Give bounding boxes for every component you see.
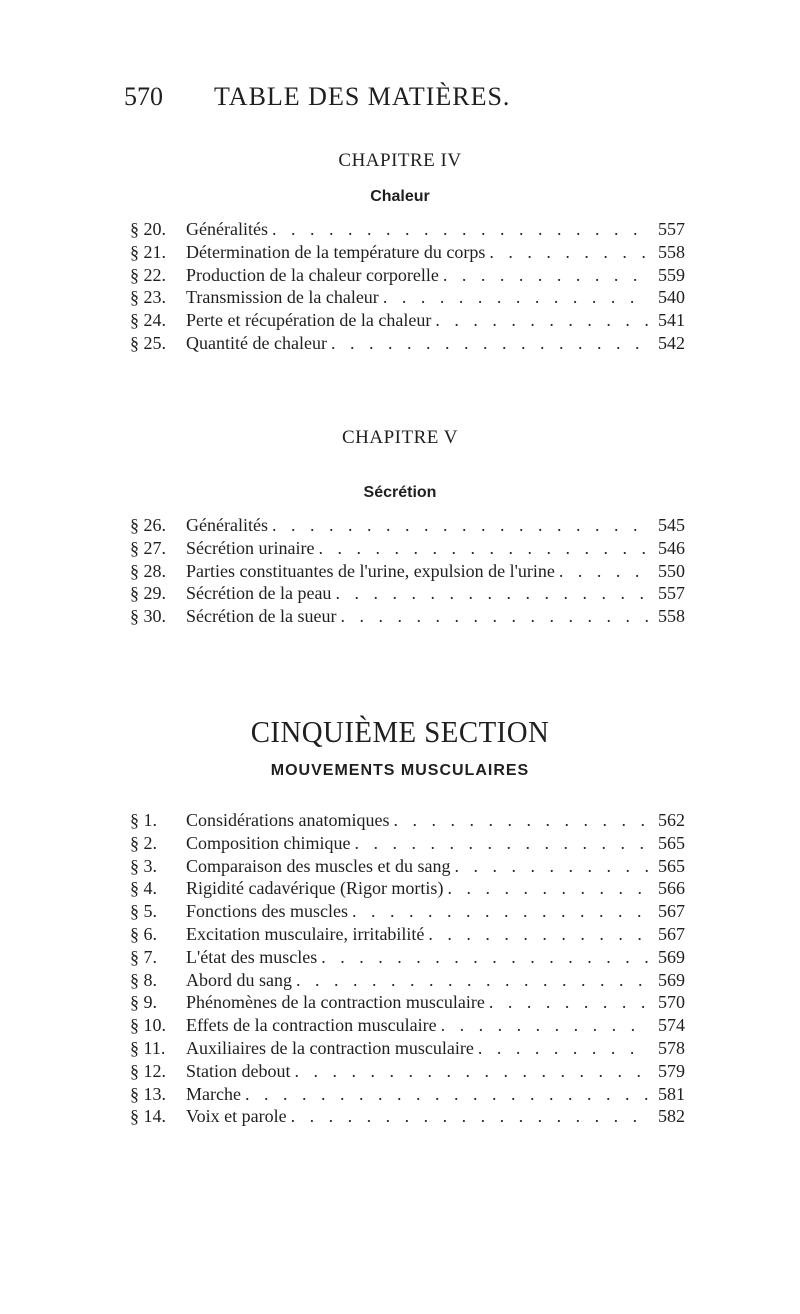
entry-title: Effets de la contraction musculaire	[186, 1015, 437, 1036]
toc-entry	[130, 605, 685, 628]
section-number: § 9.	[130, 992, 157, 1013]
page-ref: 570	[658, 992, 685, 1013]
section-number: § 25.	[130, 332, 166, 353]
dot-leader	[352, 900, 649, 923]
page-ref: 569	[658, 969, 685, 990]
dot-leader	[340, 605, 649, 628]
section-five-toc	[130, 809, 685, 1128]
dot-leader	[296, 969, 649, 992]
dot-leader	[245, 1083, 649, 1106]
section-number: § 28.	[130, 560, 166, 581]
section-number: § 12.	[130, 1060, 166, 1081]
toc-entry	[130, 877, 685, 900]
entry-title: Transmission de la chaleur	[186, 287, 379, 308]
page-ref: 558	[658, 241, 685, 262]
section-number: § 8.	[130, 969, 157, 990]
section-number: § 20.	[130, 219, 166, 239]
toc-entry	[130, 1105, 685, 1128]
page-ref: 582	[658, 1106, 685, 1127]
page-ref: 574	[658, 1015, 685, 1036]
toc-entry	[130, 514, 685, 537]
section-number: § 27.	[130, 537, 166, 558]
entry-title: Sécrétion de la peau	[186, 583, 332, 604]
dot-leader	[441, 1014, 649, 1037]
entry-title: Généralités	[186, 219, 268, 239]
page-number: 570	[124, 82, 163, 111]
toc-entry	[130, 218, 685, 241]
page-ref: 578	[658, 1037, 685, 1058]
chapter-v-label: CHAPITRE V	[341, 427, 459, 448]
section-number: § 6.	[130, 923, 157, 944]
entry-title: Composition chimique	[186, 832, 351, 853]
entry-title: Généralités	[186, 515, 268, 535]
toc-entry	[130, 1060, 685, 1083]
dot-leader	[443, 264, 649, 287]
dot-leader	[272, 218, 649, 241]
entry-title: Sécrétion de la sueur	[186, 606, 337, 627]
section-number: § 14.	[130, 1106, 166, 1127]
page-ref: 581	[658, 1083, 685, 1104]
section-number: § 11.	[130, 1037, 166, 1058]
section-number: § 29.	[130, 583, 166, 604]
dot-leader	[447, 877, 649, 900]
toc-entry	[130, 537, 685, 560]
page-ref: 541	[658, 310, 685, 331]
section-number: § 24.	[130, 310, 166, 331]
entry-title: Excitation musculaire, irritabilité	[186, 923, 425, 944]
entry-title: Sécrétion urinaire	[186, 537, 315, 558]
toc-entry	[130, 1014, 685, 1037]
chapter-iv-label: CHAPITRE IV	[338, 150, 462, 171]
entry-title: Rigidité cadavérique (Rigor mortis)	[186, 878, 444, 899]
entry-title: Voix et parole	[186, 1106, 287, 1127]
toc-entry	[130, 900, 685, 923]
chapter-v-subtitle: Sécrétion	[363, 484, 437, 501]
page-ref: 579	[658, 1060, 685, 1081]
entry-title: L'état des muscles	[186, 946, 318, 967]
dot-leader	[428, 923, 649, 946]
dot-leader	[383, 286, 649, 309]
page-ref: 557	[658, 583, 685, 604]
section-number: § 21.	[130, 241, 166, 262]
page-ref: 558	[658, 606, 685, 627]
dot-leader	[295, 1060, 650, 1083]
section-number: § 7.	[130, 946, 157, 967]
section-number: § 26.	[130, 515, 166, 535]
page-ref: 567	[658, 901, 685, 922]
section-number: § 5.	[130, 901, 157, 922]
entry-title: Détermination de la température du corps	[186, 241, 486, 262]
dot-leader	[331, 332, 649, 355]
dot-leader	[335, 582, 649, 605]
toc-entry	[130, 946, 685, 969]
section-number: § 13.	[130, 1083, 166, 1104]
page-ref: 557	[658, 219, 685, 239]
toc-entry	[130, 1083, 685, 1106]
page-ref: 569	[658, 946, 685, 967]
toc-entry	[130, 309, 685, 332]
dot-leader	[321, 946, 649, 969]
dot-leader	[272, 514, 649, 537]
entry-title: Station debout	[186, 1060, 291, 1081]
toc-entry	[130, 923, 685, 946]
toc-entry	[130, 809, 685, 832]
dot-leader	[454, 855, 649, 878]
toc-entry	[130, 264, 685, 287]
dot-leader	[489, 241, 649, 264]
entry-title: Auxiliaires de la contraction musculaire	[186, 1037, 474, 1058]
dot-leader	[435, 309, 649, 332]
page-ref: 542	[658, 332, 685, 353]
section-five-subtitle: MOUVEMENTS MUSCULAIRES	[270, 762, 530, 779]
page-ref: 559	[658, 264, 685, 285]
dot-leader	[478, 1037, 649, 1060]
toc-entry	[130, 241, 685, 264]
dot-leader	[318, 537, 649, 560]
entry-title: Production de la chaleur corporelle	[186, 264, 439, 285]
entry-title: Considérations anatomiques	[186, 810, 390, 830]
dot-leader	[489, 991, 649, 1014]
toc-entry	[130, 286, 685, 309]
section-number: § 1.	[130, 810, 157, 830]
page-ref: 550	[658, 560, 685, 581]
entry-title: Quantité de chaleur	[186, 332, 327, 353]
toc-entry	[130, 560, 685, 583]
page-ref: 565	[658, 832, 685, 853]
toc-entry	[130, 332, 685, 355]
page-ref: 546	[658, 537, 685, 558]
section-number: § 30.	[130, 606, 166, 627]
section-number: § 3.	[130, 855, 157, 876]
running-head	[0, 82, 800, 122]
toc-entry	[130, 582, 685, 605]
page-ref: 545	[658, 515, 685, 535]
entry-title: Parties constituantes de l'urine, expulsion de l'urine	[186, 560, 555, 581]
page-ref: 565	[658, 855, 685, 876]
page-ref: 566	[658, 878, 685, 899]
entry-title: Phénomènes de la contraction musculaire	[186, 992, 485, 1013]
running-title: TABLE DES MATIÈRES.	[214, 82, 511, 111]
chapter-v-toc	[130, 514, 685, 628]
entry-title: Abord du sang	[186, 969, 292, 990]
section-number: § 23.	[130, 287, 166, 308]
section-number: § 4.	[130, 878, 157, 899]
section-number: § 2.	[130, 832, 157, 853]
dot-leader	[291, 1105, 649, 1128]
section-five-title: CINQUIÈME SECTION	[250, 714, 550, 749]
entry-title: Comparaison des muscles et du sang	[186, 855, 451, 876]
toc-entry	[130, 832, 685, 855]
dot-leader	[355, 832, 650, 855]
chapter-iv-subtitle: Chaleur	[370, 188, 430, 205]
entry-title: Marche	[186, 1083, 241, 1104]
page-ref: 567	[658, 923, 685, 944]
toc-entry	[130, 1037, 685, 1060]
toc-entry	[130, 969, 685, 992]
page-ref: 540	[658, 287, 685, 308]
dot-leader	[393, 809, 649, 832]
toc-entry	[130, 855, 685, 878]
toc-entry	[130, 991, 685, 1014]
section-number: § 10.	[130, 1015, 166, 1036]
entry-title: Fonctions des muscles	[186, 901, 348, 922]
section-number: § 22.	[130, 264, 166, 285]
chapter-iv-toc	[130, 218, 685, 355]
entry-title: Perte et récupération de la chaleur	[186, 310, 432, 331]
dot-leader	[559, 560, 649, 583]
page-ref: 562	[658, 810, 685, 830]
